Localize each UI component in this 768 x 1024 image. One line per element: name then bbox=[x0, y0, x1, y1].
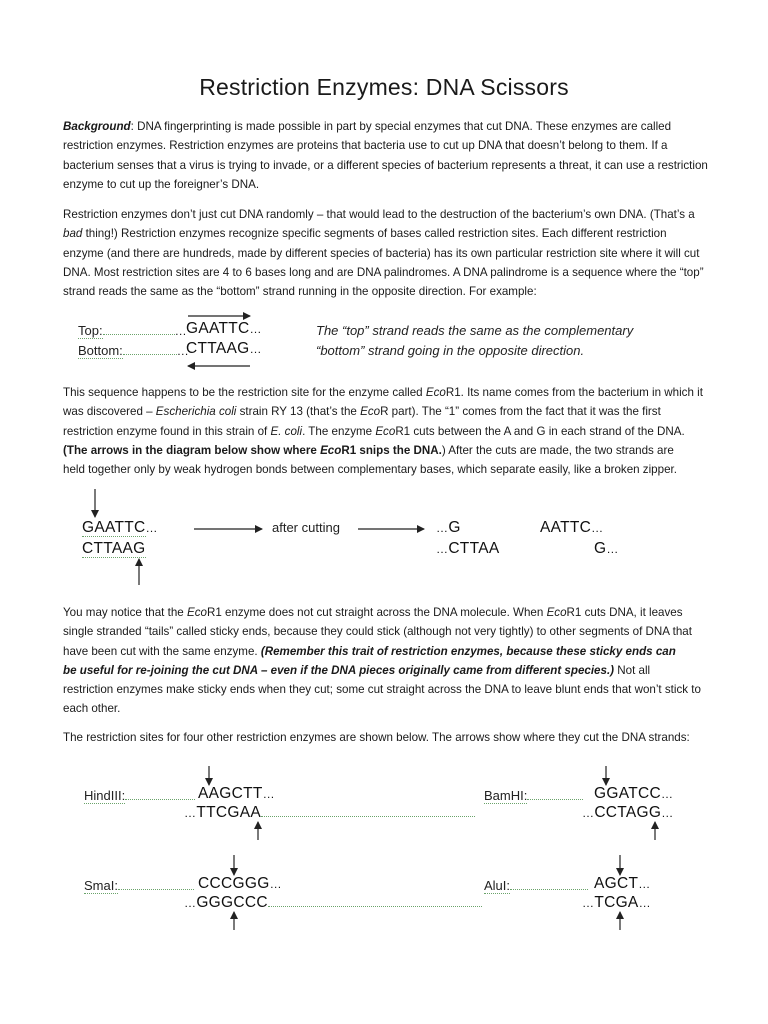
result-bottom-right: G… bbox=[594, 540, 619, 557]
top-strand-sequence: GAATTC… bbox=[186, 320, 262, 337]
after-cutting-label: after cutting bbox=[272, 520, 340, 535]
result-top-left: …G bbox=[436, 519, 461, 536]
bad-emphasis: bad bbox=[63, 227, 83, 241]
four-enzymes-intro: The restriction sites for four other restriction enzymes are shown below. The arrows show where they cut the DNA strands: bbox=[63, 731, 690, 744]
result-bottom-left: …CTTAA bbox=[436, 540, 500, 557]
p2-line-1: Restriction enzymes don’t just cut DNA randomly – that would lead to the destruction of the bacterium’s own DNA. (That’s a bbox=[63, 208, 695, 221]
bottom-strand-label: Bottom: … bbox=[78, 343, 189, 358]
hindiii-bottom: …TTCGAA bbox=[184, 804, 475, 822]
bamhi-label: BamHI: bbox=[484, 788, 583, 803]
ecor1-paragraph: This sequence happens to be the restriction site for the enzyme called EcoR1. Its name comes from the bacterium in which it was discovered – Escherichia coli strain RY 13 (that’s the EcoR part). The “1” comes from the fact that it was the first restriction enzyme found in this strain of E. coli. The enzyme EcoR1 cuts between the A and G in each strand of the DNA. (The arrows in the diagram below show where EcoR1 snips the DNA.) After the cuts are made, the two strands are held together only by weak hydrogen bonds between complementary bases, which separate easily, like a broken zipper. bbox=[63, 386, 703, 477]
hindiii-label: HindIII: bbox=[84, 788, 195, 803]
cut-bottom-strand: CTTAAG bbox=[82, 540, 146, 557]
background-lead: Background bbox=[63, 120, 131, 133]
alui-bottom: …TCGA… bbox=[582, 894, 651, 911]
p1-line-1: : DNA fingerprinting is made possible in part by special enzymes that cut DNA. These enzymes are called bbox=[130, 120, 672, 133]
bottom-strand-sequence: CTTAAG… bbox=[186, 340, 262, 357]
p1-line-4: enzyme to cut up the foreigner’s DNA. bbox=[63, 177, 260, 191]
result-top-right: AATTC… bbox=[540, 519, 604, 536]
p1-line-2: restriction enzymes. Restriction enzymes are proteins that bacteria use to cut up DNA that doesn’t belong to them. If a bbox=[63, 139, 668, 153]
palindrome-note-line-2: “bottom” strand going in the opposite direction. bbox=[316, 343, 585, 358]
sticky-ends-paragraph: You may notice that the EcoR1 enzyme does not cut straight across the DNA molecule. When EcoR1 cuts DNA, it leaves single stranded “tails” called sticky ends, because they could stick (although not very tightly) to other segments of DNA that have been cut with the same enzyme. (Remember this trait of restriction enzymes, because these sticky ends can be useful for re-joining the cut DNA – even if the DNA pieces originally came from different species.) Not all restriction enzymes make sticky ends when they cut; some cut straight across the DNA to leave blunt ends that won’t stick to each other. bbox=[63, 606, 701, 716]
smai-bottom: …GGGCCC bbox=[184, 894, 482, 912]
p2-line-3: enzyme (and there are hundreds, made by different species of bacteria) has its own particular restriction site where it will cut bbox=[63, 246, 700, 260]
alui-label: AluI: bbox=[484, 878, 588, 893]
p1-line-3: bacterium senses that a virus is trying to invade, or a different species of bacterium represents a threat, it can use a restriction bbox=[63, 158, 708, 172]
p2-line-5: strand reads the same as the “bottom” strand running in the opposite direction. For example: bbox=[63, 285, 537, 299]
page-title: Restriction Enzymes: DNA Scissors bbox=[199, 74, 569, 100]
smai-label: SmaI: bbox=[84, 878, 194, 893]
smai-top: CCCGGG… bbox=[198, 875, 282, 892]
cut-top-strand: GAATTC… bbox=[82, 519, 158, 536]
bamhi-bottom: …CCTAGG… bbox=[582, 804, 674, 821]
top-strand-label: Top: … bbox=[78, 323, 187, 338]
p2-line-2: thing!) Restriction enzymes recognize specific segments of bases called restriction sites. Each different restriction bbox=[82, 227, 667, 241]
palindrome-note-line-1: The “top” strand reads the same as the complementary bbox=[316, 323, 634, 338]
bamhi-top: GGATCC… bbox=[594, 785, 674, 802]
p2-line-4: DNA. Most restriction sites are 4 to 6 bases long and are DNA palindromes. A DNA palindrome is a sequence where the “top” bbox=[63, 265, 704, 279]
alui-top: AGCT… bbox=[594, 875, 651, 892]
hindiii-top: AAGCTT… bbox=[198, 785, 275, 802]
